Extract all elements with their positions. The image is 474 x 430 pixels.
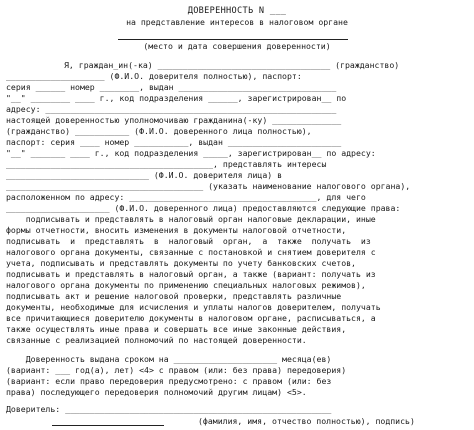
- line-11: _____________________________ (Ф.И.О. доверителя лица) в: [6, 170, 283, 180]
- line-22: подписывать акт и решение налоговой проверки, представлять различные: [6, 291, 342, 301]
- line-17: подписывать и представлять в налоговый орган, а также получать из: [6, 236, 371, 246]
- line-13: расположенном по адресу: ______________________________________, для чего: [6, 192, 366, 202]
- line-16: формы отчетности, вносить изменения в документы налоговой отчетности,: [6, 225, 347, 235]
- document-subtitle: на представление интересов в налоговом органе: [126, 17, 348, 27]
- footnote-rule: [52, 425, 164, 426]
- signature-line: Доверитель: ______________________________________________________: [6, 404, 332, 414]
- line-9: "__" _______ ____ г., код подразделения _____, зарегистрирован__ по адресу:: [6, 148, 376, 158]
- line-8: паспорт: серия ____ номер ___________, выдан _______________________: [6, 137, 342, 147]
- line-18: налогового органа документы, связанные с постановкой и снятием доверителя с: [6, 247, 376, 257]
- line-20: подписывать и представлять в налоговый орган, а также (вариант: получать из: [6, 269, 376, 279]
- signature-caption: (фамилия, имя, отчество полностью), подпись): [198, 416, 415, 426]
- place-date-caption: (место и дата совершения доверенности): [143, 41, 331, 51]
- line-1: Я, граждан_ин(-ка) ___________________________________ (гражданство): [64, 60, 400, 70]
- place-date-rule: [118, 39, 348, 40]
- line-30: права) последующего передоверия полномочий другим лицам) <5>.: [6, 387, 307, 397]
- line-2: ____________________ (Ф.И.О. доверителя полностью), паспорт:: [6, 71, 302, 81]
- line-7: (гражданство) ___________ (Ф.И.О. доверенного лица полностью),: [6, 126, 312, 136]
- line-19: учета, подписывать и представлять документы по учету банковских счетов,: [6, 258, 356, 268]
- document-title: ДОВЕРЕННОСТЬ N ___: [187, 6, 287, 16]
- line-28: (вариант: ___ год(а), лет) <4> с правом (или: без права) передоверия): [6, 365, 347, 375]
- line-6: настоящей доверенностью уполномочиваю гражданина(-ку) ______________: [6, 115, 342, 125]
- line-23: документы, необходимые для исчисления и уплаты налогов доверителем, получать: [6, 302, 381, 312]
- line-29: (вариант: если право передоверия предусмотрено: с правом (или: без: [6, 376, 332, 386]
- line-5: адресу: ___________________________________________________________: [6, 104, 337, 114]
- line-3: серия ______ номер ________, выдан ________________________________: [6, 82, 337, 92]
- line-26: связанные с реализацией полномочий по настоящей доверенности.: [6, 335, 307, 345]
- line-10: __________________________________________, представлять интересы: [6, 159, 327, 169]
- line-21: налогового органа документы по применению специальных налоговых режимов),: [6, 280, 366, 290]
- line-24: все причитающиеся доверителю документы в налоговом органе, расписываться, а: [6, 313, 376, 323]
- line-12: ________________________________________ (указать наименование налогового органа),: [6, 181, 411, 191]
- line-25: также осуществлять иные права и совершать все иные законные действия,: [6, 324, 347, 334]
- line-4: "__" ________ ____ г., код подразделения ______, зарегистрирован__ по: [6, 93, 347, 103]
- line-14: _____________________ (Ф.И.О. доверенного лица) предоставляются следующие права:: [6, 203, 401, 213]
- line-27: Доверенность выдана сроком на _____________________ месяца(ев): [6, 354, 332, 364]
- line-15: подписывать и представлять в налоговый орган налоговые декларации, иные: [6, 214, 376, 224]
